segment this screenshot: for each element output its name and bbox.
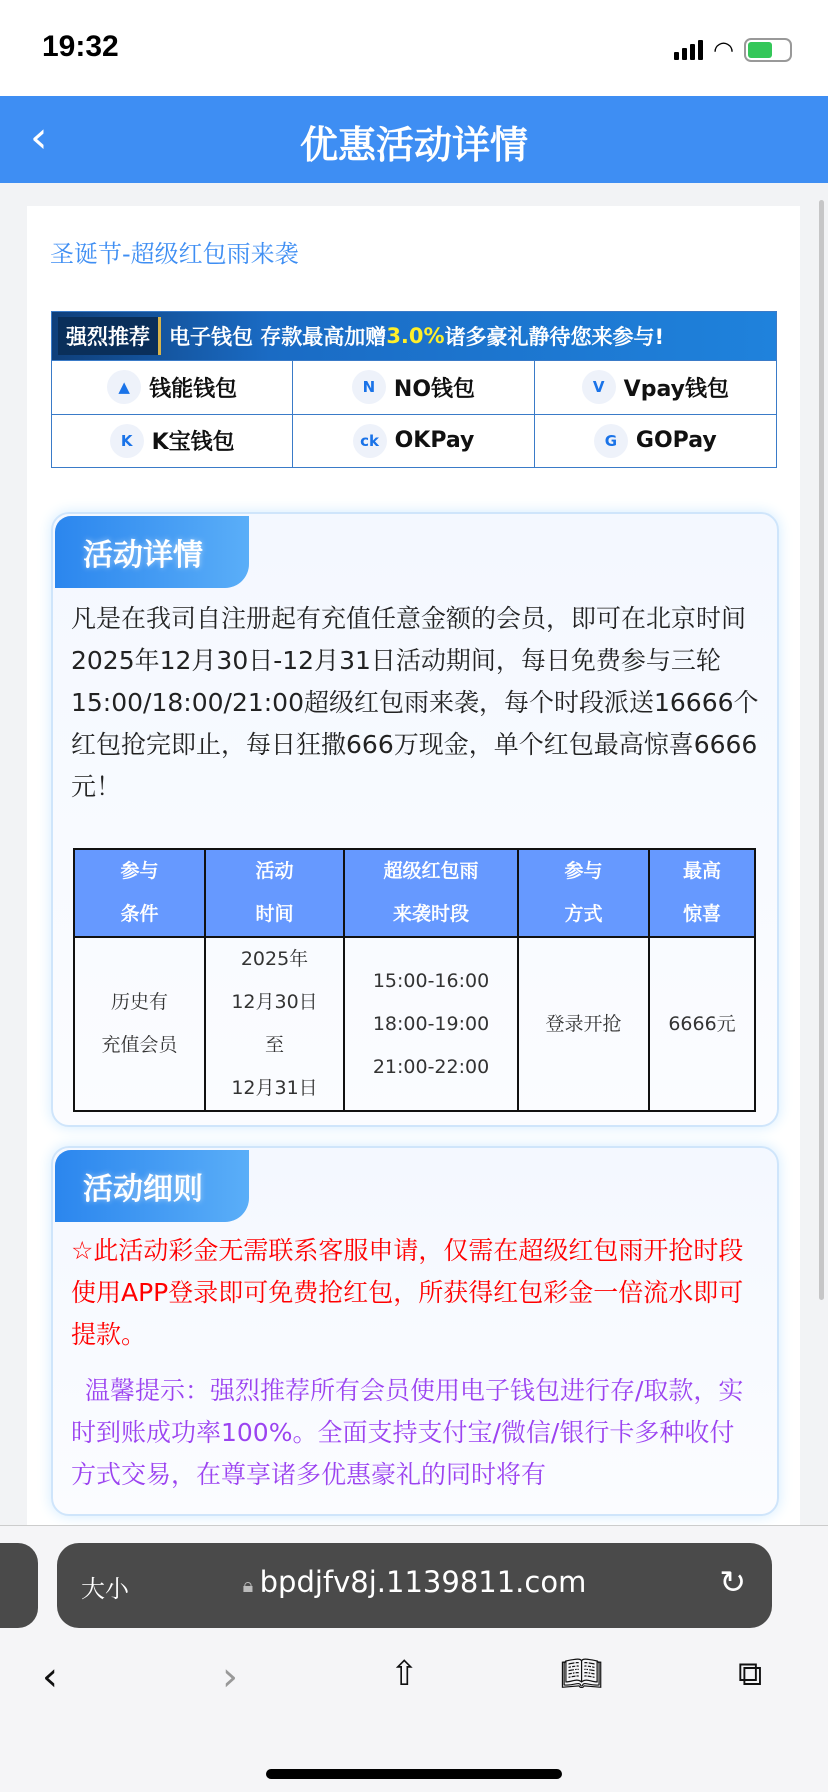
wifi-icon: ◠	[713, 36, 734, 64]
table-header-line: 时间	[255, 903, 294, 925]
wallet-name: OKPay	[394, 428, 475, 454]
wallet-logo-icon: ck	[353, 424, 387, 458]
wallet-item	[535, 414, 776, 468]
url-text: bpdjfv8j.1139811.com	[259, 1565, 587, 1599]
clock: 19:32	[42, 30, 119, 63]
content-page	[27, 206, 800, 1525]
table-cell-line: 21:00-22:00	[372, 1055, 490, 1078]
promo-title-link[interactable]: 圣诞节-超级红包雨来袭	[50, 240, 299, 268]
table-cell-line: 18:00-19:00	[372, 1012, 490, 1035]
wallet-logo-icon: K	[110, 424, 144, 458]
table-header-line: 参与	[564, 860, 603, 882]
table-cell-line: 充值会员	[101, 1034, 178, 1056]
share-icon[interactable]: ⇧	[390, 1654, 419, 1694]
table-cell-line: 登录开抢	[545, 1012, 622, 1035]
address-bar[interactable]	[57, 1543, 772, 1628]
banner-text: 电子钱包 存款最高加赠	[169, 325, 387, 349]
details-text: 凡是在我司自注册起有充值任意金额的会员，即可在北京时间2025年12月30日-12月31日活动期间，每日免费参与三轮15:00/18:00/21:00超级红包雨来袭，每个时段派送16666个红包抢完即止，每日狂撒666万现金，单个红包最高惊喜6666元！	[71, 604, 759, 801]
table-cell-line: 12月31日	[231, 1077, 318, 1099]
wallet-name: K宝钱包	[151, 430, 235, 456]
nav-header	[0, 96, 828, 183]
table-cell	[518, 937, 649, 1111]
table-cell	[205, 937, 344, 1111]
wallet-logo-icon: N	[352, 370, 386, 404]
wallet-item	[293, 414, 534, 468]
table-cell	[74, 937, 205, 1111]
bookmarks-icon[interactable]: 📖︎	[560, 1654, 604, 1694]
details-table	[73, 848, 756, 1112]
table-header	[205, 849, 344, 937]
wallet-name: NO钱包	[393, 376, 476, 402]
back-button[interactable]: ‹	[30, 112, 48, 163]
table-cell	[649, 937, 755, 1111]
text-size-button[interactable]: 大小	[81, 1575, 129, 1603]
forward-nav-icon[interactable]: ›	[222, 1654, 238, 1700]
table-header-line: 最高	[682, 860, 721, 882]
previous-tab-pill[interactable]	[0, 1543, 38, 1628]
browser-toolbar	[0, 1525, 828, 1792]
table-header-line: 超级红包雨	[383, 860, 479, 882]
page-title: 优惠活动详情	[299, 123, 528, 167]
table-header	[74, 849, 205, 937]
signal-icon	[674, 40, 703, 60]
wallet-name: Vpay钱包	[623, 376, 729, 402]
wallet-logo-icon: G	[594, 424, 628, 458]
wallet-item	[52, 360, 293, 414]
rules-card	[51, 1146, 779, 1516]
details-title: 活动详情	[55, 516, 249, 588]
table-cell-line: 至	[264, 1034, 284, 1056]
table-cell-line: 2025年	[240, 948, 309, 970]
table-header-line: 活动	[255, 860, 294, 882]
wallet-item	[293, 360, 534, 414]
table-header-line: 惊喜	[682, 903, 721, 925]
rules-red-text: ☆此活动彩金无需联系客服申请，仅需在超级红包雨开抢时段使用APP登录即可免费抢红包，所获得红包彩金一倍流水即可提款。	[71, 1236, 744, 1349]
wallet-name: GOPay	[635, 428, 717, 454]
wallet-item	[52, 414, 293, 468]
details-card	[51, 512, 779, 1127]
banner-tag: 强烈推荐	[58, 317, 161, 355]
table-header-line: 条件	[120, 903, 159, 925]
wallet-logo-icon: V	[582, 370, 616, 404]
table-header-line: 来袭时段	[392, 903, 469, 925]
table-cell-line: 6666元	[668, 1012, 736, 1035]
home-indicator	[266, 1769, 562, 1779]
wallet-name: 钱能钱包	[149, 376, 238, 402]
wallet-item	[535, 360, 776, 414]
table-cell-line: 历史有	[110, 991, 168, 1013]
table-header	[344, 849, 518, 937]
rules-title: 活动细则	[55, 1150, 249, 1222]
back-nav-icon[interactable]: ‹	[42, 1654, 58, 1700]
tabs-icon[interactable]: ⧉	[738, 1654, 763, 1694]
table-header	[518, 849, 649, 937]
lock-icon: 🔒︎	[242, 1573, 260, 1597]
table-header-line: 方式	[564, 903, 603, 925]
reload-icon[interactable]: ↻	[719, 1563, 746, 1601]
table-cell	[344, 937, 518, 1111]
battery-icon	[744, 38, 792, 62]
table-cell-line: 15:00-16:00	[372, 969, 490, 992]
table-header-line: 参与	[120, 860, 159, 882]
scrollbar[interactable]	[819, 200, 824, 1300]
table-header	[649, 849, 755, 937]
wallet-logo-icon: ▲	[107, 370, 141, 404]
wallet-banner	[51, 311, 777, 468]
banner-text-2: 诸多豪礼静待您来参与!	[444, 325, 665, 349]
rules-tip-text: 温馨提示：强烈推荐所有会员使用电子钱包进行存/取款，实时到账成功率100%。全面支持支付宝/微信/银行卡多种收付方式交易，在尊享诸多优惠豪礼的同时将有	[71, 1376, 744, 1489]
table-cell-line: 12月30日	[231, 991, 318, 1013]
status-bar	[0, 0, 828, 96]
banner-highlight: 3.0%	[386, 324, 445, 348]
